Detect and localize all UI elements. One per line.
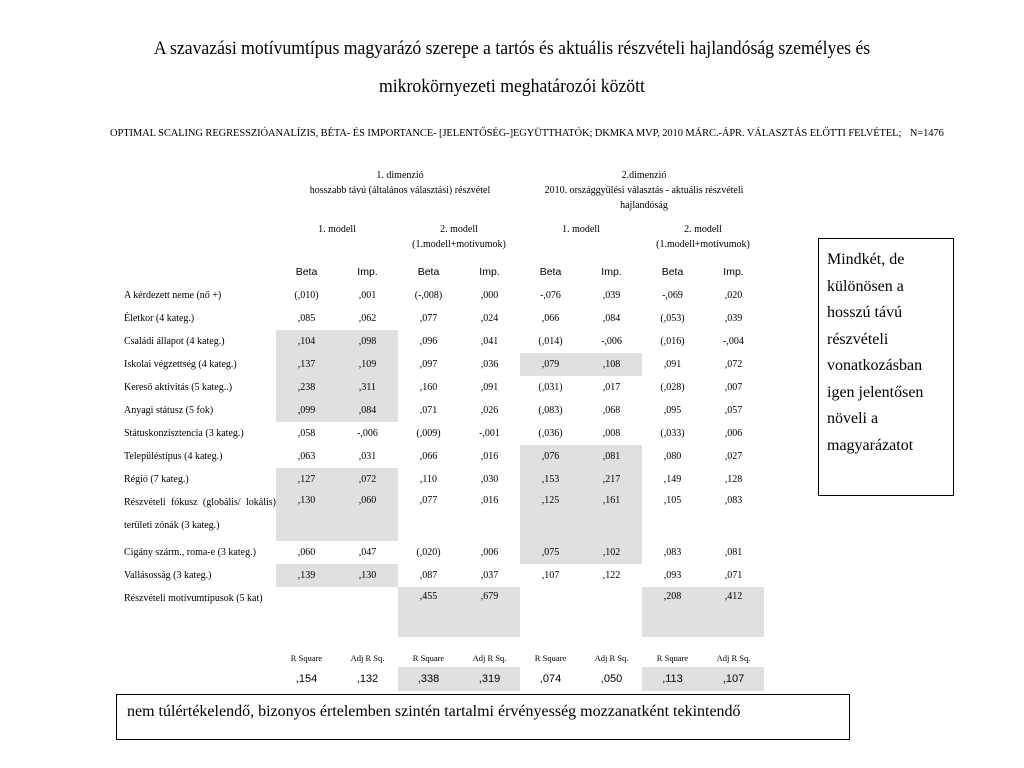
side-note-box	[818, 238, 954, 496]
value-cell: ,084	[602, 313, 621, 324]
value-cell: ,080	[663, 451, 682, 462]
value-cell: (,009)	[416, 428, 441, 439]
value-cell: ,047	[358, 547, 377, 558]
value-cell	[276, 587, 337, 637]
row-label: Régió (7 kateg.)	[124, 474, 189, 485]
value-cell: -,076	[540, 290, 561, 301]
value-cell: ,071	[724, 570, 743, 581]
table-row	[120, 307, 764, 330]
column-label: Beta	[539, 266, 562, 278]
value-cell: ,093	[663, 570, 682, 581]
empty-cell	[120, 667, 276, 691]
r-square-label: Adj R Sq.	[350, 653, 385, 663]
value-cell: ,041	[480, 336, 499, 347]
r-square-value: ,338	[398, 667, 459, 691]
value-cell: (,010)	[294, 290, 319, 301]
value-cell: ,130	[337, 564, 398, 587]
row-label: Státuskonzisztencia (3 kateg.)	[124, 428, 244, 439]
model-header-line2: (1.modell+motívumok)	[412, 239, 506, 250]
row-label: Részvételi fókusz (globális/ lokális) területi zónák (3 kateg.)	[124, 497, 276, 531]
value-cell: ,001	[358, 290, 377, 301]
r-square-value: ,050	[600, 673, 623, 685]
subtitle-text: OPTIMAL SCALING REGRESSZIÓANALÍZIS, BÉTA- ÉS IMPORTANCE- [JELENTŐSÉG-]EGYÜTTHATÓK; DKMKA MVP, 2010 MÁRC.-ÁPR. VÁLASZTÁS ELŐTTI FELVÉTEL;	[110, 128, 902, 139]
value-cell: ,107	[541, 570, 560, 581]
value-cell: ,149	[663, 474, 682, 485]
column-label: Beta	[661, 266, 684, 278]
value-cell: ,068	[602, 405, 621, 416]
table-row	[120, 330, 764, 353]
value-cell: ,072	[337, 468, 398, 491]
page-title-line1: A szavazási motívumtípus magyarázó szerepe a tartós és aktuális részvételi hajlandóság személyes és	[153, 38, 871, 59]
r-square-label: R Square	[412, 653, 445, 663]
value-cell: ,311	[337, 376, 398, 399]
table-row	[120, 541, 764, 564]
value-cell: ,128	[724, 474, 743, 485]
dimension-2-subtitle: 2010. országgyűlési választás - aktuális részvételi hajlandóság	[544, 185, 744, 211]
value-cell: ,077	[419, 313, 438, 324]
column-label: Imp.	[357, 266, 378, 278]
table-row	[120, 376, 764, 399]
value-cell: ,058	[297, 428, 316, 439]
row-label: Vallásosság (3 kateg.)	[124, 570, 212, 581]
empty-corner-cell	[120, 260, 276, 284]
sample-size-label: N=1476	[909, 128, 944, 139]
value-cell: ,071	[419, 405, 438, 416]
model-header-line1: 1. modell	[318, 224, 356, 235]
table-row	[120, 445, 764, 468]
value-cell: -,069	[662, 290, 683, 301]
value-cell: ,027	[724, 451, 743, 462]
r-square-value: ,107	[703, 667, 764, 691]
row-label: Életkor (4 kateg.)	[124, 313, 195, 324]
value-cell: -,006	[357, 428, 378, 439]
dimension-2-header	[528, 168, 760, 213]
side-note-text: Mindkét, de különösen a hosszú távú részvételi vonatkozásban igen jelentősen növeli a magyarázatot	[827, 251, 924, 454]
value-cell: ,076	[520, 445, 581, 468]
value-cell: (,033)	[660, 428, 685, 439]
value-cell: ,208	[642, 587, 703, 637]
value-cell: ,679	[459, 587, 520, 637]
value-cell: ,007	[724, 382, 743, 393]
value-cell: ,057	[724, 405, 743, 416]
dimension-1-header	[290, 168, 510, 198]
value-cell: ,075	[520, 541, 581, 564]
row-label: Anyagi státusz (5 fok)	[124, 405, 214, 416]
column-label: Imp.	[479, 266, 500, 278]
value-cell: ,104	[276, 330, 337, 353]
value-cell: ,130	[276, 491, 337, 541]
value-cell: (,028)	[660, 382, 685, 393]
row-label: Cigány szárm., roma-e (3 kateg.)	[124, 547, 256, 558]
value-cell: ,026	[480, 405, 499, 416]
model-header-d2-m1	[520, 222, 642, 237]
value-cell: ,095	[663, 405, 682, 416]
table-row	[120, 564, 764, 587]
value-cell: ,037	[480, 570, 499, 581]
row-label: Iskolai végzettség (4 kateg.)	[124, 359, 237, 370]
row-label: Kereső aktivitás (5 kateg..)	[124, 382, 233, 393]
column-label: Beta	[417, 266, 440, 278]
value-cell: ,072	[724, 359, 743, 370]
value-cell: ,063	[297, 451, 316, 462]
value-cell: ,161	[581, 491, 642, 541]
column-label: Beta	[295, 266, 318, 278]
value-cell: -,001	[479, 428, 500, 439]
value-cell: (,036)	[538, 428, 563, 439]
r-square-label: R Square	[534, 653, 567, 663]
value-cell: ,079	[520, 353, 581, 376]
value-cell: ,084	[337, 399, 398, 422]
r-square-value: ,132	[356, 673, 379, 685]
model-header-line2: (1.modell+motívumok)	[656, 239, 750, 250]
row-label: Családi állapot (4 kateg.)	[124, 336, 225, 347]
value-cell: ,081	[724, 547, 743, 558]
value-cell: ,412	[703, 587, 764, 637]
r-square-label: Adj R Sq.	[594, 653, 629, 663]
value-cell: ,139	[276, 564, 337, 587]
value-cell	[520, 587, 581, 637]
value-cell: ,016	[480, 495, 499, 506]
value-cell: (-,008)	[414, 290, 443, 301]
value-cell: ,097	[419, 359, 438, 370]
value-cell: ,066	[541, 313, 560, 324]
value-cell: ,016	[480, 451, 499, 462]
row-label: Településtípus (4 kateg.)	[124, 451, 223, 462]
value-cell: (,014)	[538, 336, 563, 347]
value-cell	[581, 587, 642, 637]
value-cell: ,087	[419, 570, 438, 581]
value-cell: ,060	[297, 547, 316, 558]
row-label: A kérdezett neme (nő +)	[124, 290, 222, 301]
table-row	[120, 399, 764, 422]
value-cell: ,031	[358, 451, 377, 462]
analysis-subtitle	[110, 128, 944, 139]
dimension-1-subtitle: hosszabb távú (általános választási) részvétel	[309, 185, 491, 196]
value-cell: ,081	[581, 445, 642, 468]
bottom-note-box	[116, 694, 850, 740]
value-cell: ,024	[480, 313, 499, 324]
value-cell: ,091	[480, 382, 499, 393]
row-label: Részvételi motívumtípusok (5 kat)	[124, 593, 263, 604]
model-header-d1-m2	[398, 222, 520, 252]
value-cell: ,137	[276, 353, 337, 376]
dimension-1-title: 1. dimenzió	[376, 170, 424, 181]
regression-table	[120, 260, 764, 691]
value-cell: ,125	[520, 491, 581, 541]
value-cell: (,053)	[660, 313, 685, 324]
value-cell: ,066	[419, 451, 438, 462]
value-cell: ,108	[581, 353, 642, 376]
value-cell: ,098	[337, 330, 398, 353]
value-cell: -,004	[723, 336, 744, 347]
value-cell: ,099	[276, 399, 337, 422]
model-header-d2-m2	[642, 222, 764, 252]
value-cell: ,083	[663, 547, 682, 558]
value-cell	[337, 587, 398, 637]
value-cell: -,006	[601, 336, 622, 347]
value-cell: (,016)	[660, 336, 685, 347]
value-cell: ,020	[724, 290, 743, 301]
column-label: Imp.	[723, 266, 744, 278]
r-square-label: R Square	[290, 653, 323, 663]
value-cell: ,062	[358, 313, 377, 324]
value-cell: (,031)	[538, 382, 563, 393]
value-cell: ,006	[480, 547, 499, 558]
value-cell: ,039	[724, 313, 743, 324]
r-square-label: Adj R Sq.	[472, 653, 507, 663]
column-label-row	[120, 260, 764, 284]
dimension-2-title: 2.dimenzió	[621, 170, 667, 181]
value-cell: ,091	[663, 359, 682, 370]
value-cell: ,122	[602, 570, 621, 581]
r-square-label: R Square	[656, 653, 689, 663]
r-square-value: ,154	[295, 673, 318, 685]
value-cell: ,096	[419, 336, 438, 347]
model-header-line1: 1. modell	[562, 224, 600, 235]
table-row	[120, 284, 764, 307]
r-square-value: ,319	[459, 667, 520, 691]
value-cell: ,085	[297, 313, 316, 324]
empty-cell	[120, 637, 276, 667]
table-row	[120, 587, 764, 637]
value-cell: ,102	[581, 541, 642, 564]
value-cell: ,000	[480, 290, 499, 301]
value-cell: ,455	[398, 587, 459, 637]
value-cell: ,060	[337, 491, 398, 541]
value-cell: ,160	[419, 382, 438, 393]
model-header-line1: 2. modell	[440, 224, 478, 235]
value-cell: ,127	[276, 468, 337, 491]
value-cell: ,030	[480, 474, 499, 485]
value-cell: ,077	[419, 495, 438, 506]
value-cell: ,238	[276, 376, 337, 399]
value-cell: ,217	[581, 468, 642, 491]
r-square-value-row	[120, 667, 764, 691]
value-cell: ,006	[724, 428, 743, 439]
value-cell: ,036	[480, 359, 499, 370]
model-header-line1: 2. modell	[684, 224, 722, 235]
value-cell: (,020)	[416, 547, 441, 558]
table-row	[120, 422, 764, 445]
page-title	[92, 30, 933, 106]
page-title-line2: mikrokörnyezeti meghatározói között	[379, 76, 645, 97]
value-cell: ,109	[337, 353, 398, 376]
value-cell: (,083)	[538, 405, 563, 416]
value-cell: ,110	[419, 474, 438, 485]
bottom-note-text: nem túlértékelendő, bizonyos értelemben szintén tartalmi érvényesség mozzanatként tekintendő	[127, 703, 741, 720]
r-square-label: Adj R Sq.	[716, 653, 751, 663]
value-cell: ,017	[602, 382, 621, 393]
value-cell: ,083	[724, 495, 743, 506]
value-cell: ,105	[663, 495, 682, 506]
value-cell: ,153	[520, 468, 581, 491]
r-square-value: ,074	[539, 673, 562, 685]
r-square-label-row	[120, 637, 764, 667]
model-header-d1-m1	[276, 222, 398, 237]
r-square-value: ,113	[642, 667, 703, 691]
table-row	[120, 468, 764, 491]
table-row	[120, 353, 764, 376]
value-cell: ,008	[602, 428, 621, 439]
table-row	[120, 491, 764, 541]
column-label: Imp.	[601, 266, 622, 278]
value-cell: ,039	[602, 290, 621, 301]
